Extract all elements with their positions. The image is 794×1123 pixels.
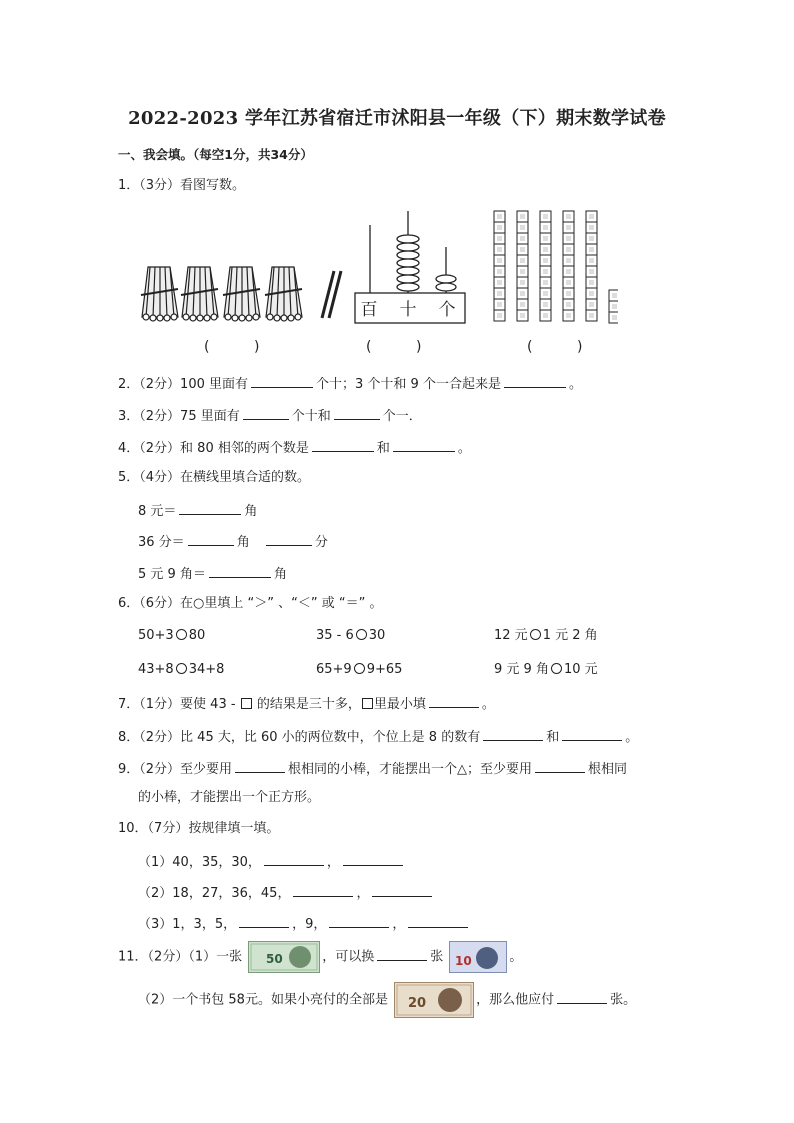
answer-paren-2: ( ) [366,339,422,355]
answer-blank[interactable] [377,946,427,961]
unit-cube-face [543,258,548,263]
unit-cube-face [589,291,594,296]
unit-cube-face [566,225,571,230]
unit-cube-face [543,280,548,285]
banknote-20-icon [394,982,474,1018]
compare-item: 43+8 34+8 [138,662,225,677]
stick-bundles-icon [141,267,341,321]
section-heading: 一、我会填。（每空1分，共34分） [118,147,313,162]
unit-cube-face [543,313,548,318]
svg-text:50: 50 [266,952,283,966]
answer-blank[interactable] [266,531,312,546]
answer-blank[interactable] [235,758,285,773]
compare-circle[interactable] [530,629,541,640]
cube-columns-icon [494,211,618,323]
unit-cube-face [589,269,594,274]
answer-blank[interactable] [179,500,241,515]
compare-item: 12 元 1 元 2 角 [494,628,598,643]
answer-blank[interactable] [483,726,543,741]
unit-cube-face [520,225,525,230]
question-2: 2．（2分）100 里面有 个十；3 个十和 9 个一合起来是 。 [118,373,582,394]
unit-cube-face [543,291,548,296]
square-placeholder-icon [241,698,252,709]
abacus-label-tens: 十 [399,300,417,320]
answer-blank[interactable] [429,693,479,708]
answer-blank[interactable] [329,913,389,928]
unit-cube-face [497,313,502,318]
compare-circle[interactable] [176,629,187,640]
question-9: 9．（2分）至少要用 根相同的小棒，才能摆出一个△；至少要用 根相同 [118,758,627,779]
unit-cube-face [543,225,548,230]
unit-cube-face [520,214,525,219]
question-10-item: （1）40，35，30， ， [138,851,406,872]
answer-blank[interactable] [557,989,607,1004]
compare-item: 65+9 9+65 [316,662,403,677]
question-11-part-2: （2）一个书包 58元。如果小亮付的全部是 20 ，那么他应付 张。 [138,982,636,1019]
answer-blank[interactable] [562,726,622,741]
answer-blank[interactable] [293,882,353,897]
unit-cube-face [543,236,548,241]
question-5: 5．（4分）在横线里填合适的数。 [118,470,311,485]
answer-blank[interactable] [334,405,380,420]
unit-cube-face [520,291,525,296]
compare-item: 9 元 9 角 10 元 [494,662,598,677]
unit-cube-face [520,269,525,274]
answer-blank[interactable] [535,758,585,773]
question-10-item: （2）18，27，36，45， ， [138,882,435,903]
question-3: 3．（2分）75 里面有 个十和 个一． [118,405,422,426]
unit-cube-face [520,302,525,307]
question-5-item: 8 元＝ 角 [138,500,257,521]
unit-cube-face [520,313,525,318]
answer-blank[interactable] [243,405,289,420]
unit-cube-face [566,291,571,296]
unit-cube-face [566,302,571,307]
question-7: 7．（1分）要使 43 - 的结果是三十多， 里最小填 。 [118,693,495,714]
unit-cube-face [566,247,571,252]
unit-cube-face [520,236,525,241]
unit-cube-face [543,269,548,274]
banknote-10-icon [449,941,507,973]
unit-cube-face [566,313,571,318]
unit-cube-face [497,247,502,252]
compare-circle[interactable] [551,663,562,674]
unit-cube-face [612,293,617,298]
question-11: 11．（2分）（1）一张 50 ，可以换 张 10 。 [118,941,522,974]
answer-blank[interactable] [312,437,374,452]
unit-cube-face [543,214,548,219]
compare-item: 35 - 6 30 [316,628,386,643]
unit-cube-face [520,280,525,285]
unit-cube-face [589,247,594,252]
unit-cube-face [497,302,502,307]
question-10: 10．（7分）按规律填一填。 [118,821,280,836]
question-10-item: （3）1，3，5， ，9， ， [138,913,471,934]
answer-blank[interactable] [372,882,432,897]
unit-cube-face [566,258,571,263]
page-title: 2022-2023 学年江苏省宿迁市沭阳县一年级（下）期末数学试卷 [128,108,666,129]
unit-cube-face [566,236,571,241]
unit-cube-face [520,247,525,252]
compare-circle[interactable] [354,663,365,674]
unit-cube-face [497,236,502,241]
abacus-label-ones: 个 [438,300,456,320]
unit-cube-face [589,236,594,241]
unit-cube-face [589,258,594,263]
question-5-item: 36 分＝ 角 分 [138,531,328,552]
compare-item: 50+3 80 [138,628,206,643]
answer-blank[interactable] [239,913,289,928]
question-4: 4．（2分）和 80 相邻的两个数是 和 。 [118,437,471,458]
unit-cube-face [589,302,594,307]
question-8: 8．（2分）比 45 大，比 60 小的两位数中，个位上是 8 的数有 和 。 [118,726,638,747]
unit-cube-face [497,269,502,274]
answer-paren-1: ( ) [204,339,260,355]
unit-cube-face [543,302,548,307]
compare-circle[interactable] [176,663,187,674]
answer-blank[interactable] [393,437,455,452]
unit-cube-face [612,304,617,309]
answer-blank[interactable] [408,913,468,928]
unit-cube-face [497,225,502,230]
unit-cube-face [589,214,594,219]
unit-cube-face [566,214,571,219]
svg-text:10: 10 [455,954,473,968]
unit-cube-face [589,280,594,285]
banknote-50-icon [248,941,320,973]
question-9-cont: 的小棒，才能摆出一个正方形。 [138,790,321,805]
unit-cube-face [612,315,617,320]
question-5-item: 5 元 9 角＝ 角 [138,563,287,584]
unit-cube-face [497,214,502,219]
unit-cube-face [497,280,502,285]
answer-blank[interactable] [251,373,313,388]
answer-blank[interactable] [264,851,324,866]
unit-cube-face [589,225,594,230]
unit-cube-face [566,269,571,274]
square-placeholder-icon [362,698,373,709]
answer-blank[interactable] [188,531,234,546]
unit-cube-face [520,258,525,263]
answer-blank[interactable] [209,563,271,578]
unit-cube-face [589,313,594,318]
unit-cube-face [543,247,548,252]
unit-cube-face [497,291,502,296]
question-6: 6．（6分）在○里填上 “＞” 、“＜” 或 “＝” 。 [118,596,383,611]
compare-circle[interactable] [356,629,367,640]
svg-text:20: 20 [408,996,427,1011]
question-1: 1．（3分）看图写数。 [118,178,246,193]
abacus-label-hundreds: 百 [360,300,378,320]
answer-blank[interactable] [343,851,403,866]
answer-blank[interactable] [504,373,566,388]
unit-cube-face [497,258,502,263]
unit-cube-face [566,280,571,285]
answer-paren-3: ( ) [527,339,583,355]
